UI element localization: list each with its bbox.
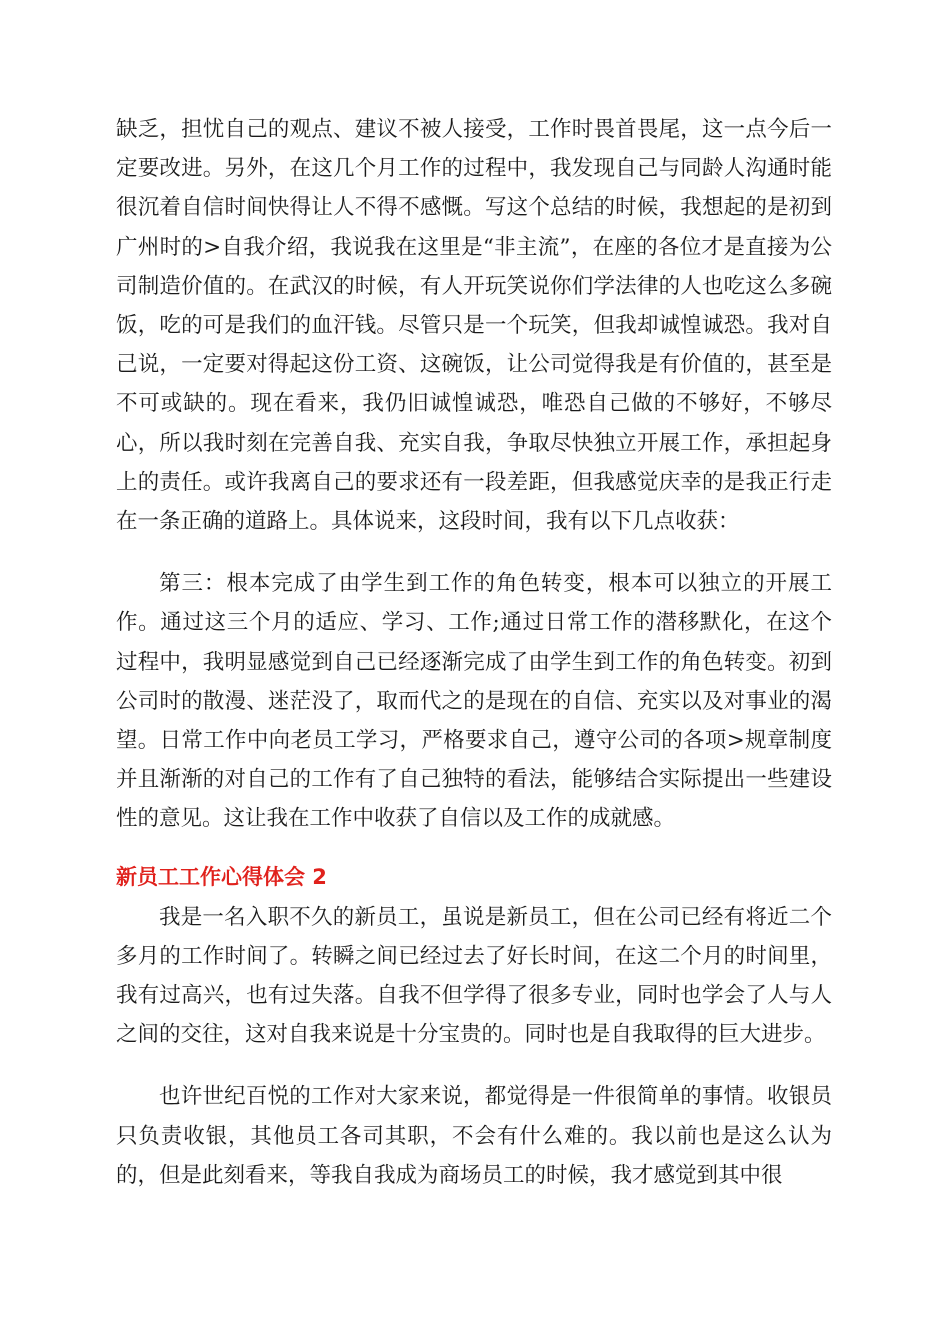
document-body	[116, 110, 832, 1195]
paragraph-3: 我是一名入职不久的新员工，虽说是新员工，但在公司已经有将近二个多月的工作时间了。转瞬之间已经过去了好长时间，在这二个月的时间里，我有过高兴，也有过失落。自我不但学得了很多专业，同时也学会了人与人之间的交往，这对自我来说是十分宝贵的。同时也是自我取得的巨大进步。	[116, 904, 832, 1048]
paragraph-2: 第三：根本完成了由学生到工作的角色转变，根本可以独立的开展工作。通过这三个月的适应、学习、工作;通过日常工作的潜移默化，在这个过程中，我明显感觉到自己已经逐渐完成了由学生到工作的角色转变。初到公司时的散漫、迷茫没了，取而代之的是现在的自信、充实以及对事业的渴望。日常工作中向老员工学习，严格要求自己，遵守公司的各项>规章制度并且渐渐的对自己的工作有了自己独特的看法，能够结合实际提出一些建设性的意见。这让我在工作中收获了自信以及工作的成就感。	[116, 571, 832, 832]
section-heading: 新员工工作心得体会 2	[116, 864, 327, 889]
paragraph-4: 也许世纪百悦的工作对大家来说，都觉得是一件很简单的事情。收银员只负责收银，其他员工各司其职，不会有什么难的。我以前也是这么认为的，但是此刻看来，等我自我成为商场员工的时候，我才感觉到其中很	[116, 1084, 832, 1188]
paragraph-1: 缺乏，担忧自己的观点、建议不被人接受，工作时畏首畏尾，这一点今后一定要改进。另外，在这几个月工作的过程中，我发现自己与同龄人沟通时能很沉着自信时间快得让人不得不感慨。写这个总结的时候，我想起的是初到广州时的>自我介绍，我说我在这里是“非主流”，在座的各位才是直接为公司制造价值的。在武汉的时候，有人开玩笑说你们学法律的人也吃这么多碗饭，吃的可是我们的血汗钱。尽管只是一个玩笑，但我却诚惶诚恐。我对自己说，一定要对得起这份工资、这碗饭，让公司觉得我是有价值的，甚至是不可或缺的。现在看来，我仍旧诚惶诚恐，唯恐自己做的不够好，不够尽心，所以我时刻在完善自我、充实自我，争取尽快独立开展工作，承担起身上的责任。或许我离自己的要求还有一段差距，但我感觉庆幸的是我正行走在一条正确的道路上。具体说来，这段时间，我有以下几点收获：	[116, 117, 832, 535]
